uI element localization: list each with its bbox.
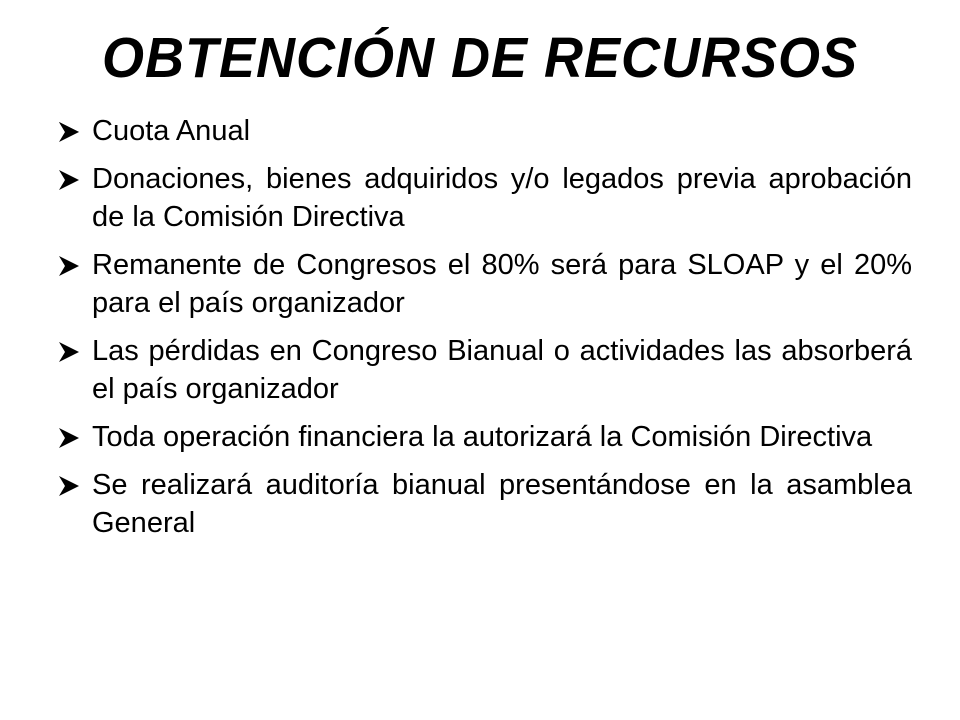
arrowhead-bullet-icon [56, 340, 82, 364]
bullet-text: Las pérdidas en Congreso Bianual o actividades las absorberá el país organizador [92, 335, 912, 405]
arrowhead-bullet-icon [56, 254, 82, 278]
bullet-text: Cuota Anual [92, 115, 251, 147]
bullet-item [56, 332, 912, 408]
arrowhead-bullet-icon [56, 168, 82, 192]
bullet-text: Donaciones, bienes adquiridos y/o legados previa aprobación de la Comisión Directiva [92, 163, 912, 233]
bullet-text: Remanente de Congresos el 80% será para SLOAP y el 20% para el país organizador [92, 249, 912, 319]
arrowhead-bullet-icon [56, 120, 82, 144]
arrowhead-bullet-icon [56, 426, 82, 450]
bullet-item [56, 112, 912, 150]
bullet-text: Se realizará auditoría bianual presentándose en la asamblea General [92, 469, 912, 539]
arrowhead-bullet-icon [56, 474, 82, 498]
bullet-item [56, 246, 912, 322]
slide-title: OBTENCIÓN DE RECURSOS [101, 26, 859, 90]
bullet-list [56, 112, 912, 552]
bullet-item [56, 160, 912, 236]
bullet-item [56, 466, 912, 542]
bullet-item [56, 418, 912, 456]
bullet-text: Toda operación financiera la autorizará la Comisión Directiva [92, 421, 873, 453]
